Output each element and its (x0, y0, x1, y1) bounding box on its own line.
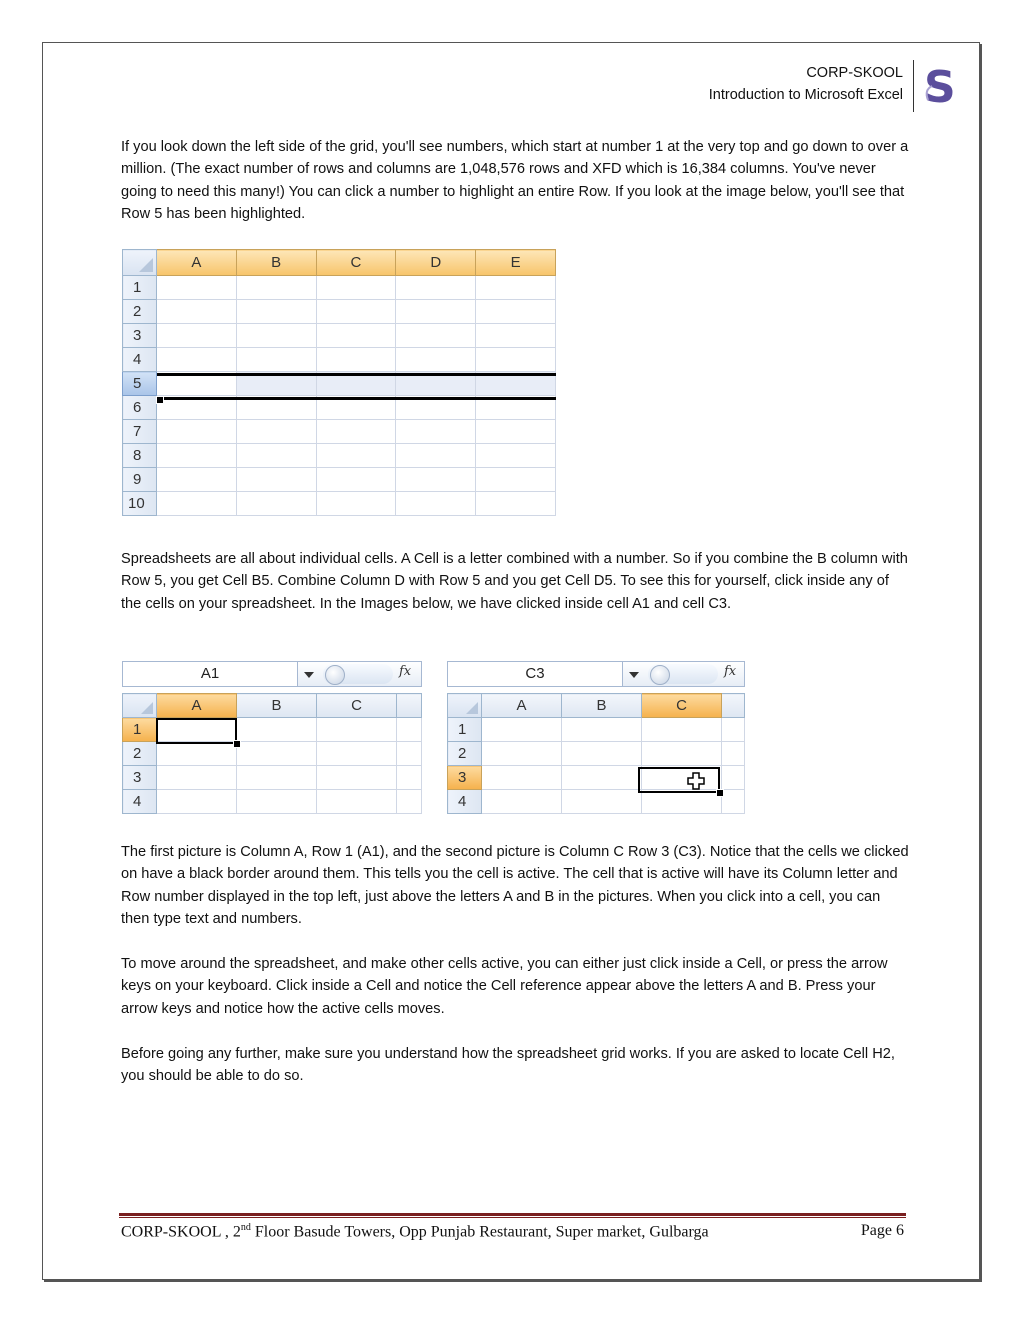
excel-grid-row-highlight (122, 249, 556, 516)
svg-text:S: S (924, 62, 956, 112)
cell[interactable] (236, 324, 316, 348)
header-company: CORP-SKOOL (806, 65, 903, 81)
paragraph-active-cell: The first picture is Column A, Row 1 (A1), and the second picture is Column C Row 3 (C3). Notice that the cells we clicked on have a black border around them. This tells you the cell is active. The cell that is active will have its Column letter and Row number displayed in the top left, just above the letters A and B in the pictures. When you click into a cell, you can then type text and numbers. (121, 844, 909, 928)
cell[interactable] (236, 468, 316, 492)
cell[interactable] (156, 468, 236, 492)
page-header (709, 62, 903, 106)
cell[interactable] (317, 718, 397, 742)
cell[interactable] (722, 766, 745, 790)
footer-address-end: Floor Basude Towers, Opp Punjab Restaurant, Super market, Gulbarga (250, 1223, 709, 1241)
fill-handle[interactable] (156, 396, 164, 404)
row-header-2[interactable]: 2 (123, 300, 157, 324)
column-header-b[interactable]: B (562, 694, 642, 718)
cell[interactable] (396, 492, 476, 516)
cell[interactable] (397, 718, 422, 742)
row-header-3-selected[interactable]: 3 (448, 766, 482, 790)
paragraph-check-understanding: Before going any further, make sure you understand how the spreadsheet grid works. If you are asked to locate Cell H2, you should be able to do so. (121, 1046, 895, 1085)
cell[interactable] (316, 348, 396, 372)
active-cell-border (156, 718, 237, 744)
fx-icon[interactable]: fx (724, 664, 737, 679)
cell[interactable] (316, 300, 396, 324)
cell[interactable] (476, 348, 556, 372)
cell[interactable] (482, 742, 562, 766)
cancel-circle-icon[interactable] (650, 665, 670, 685)
cell[interactable] (476, 420, 556, 444)
cancel-circle-icon[interactable] (325, 665, 345, 685)
cell[interactable] (156, 348, 236, 372)
cell[interactable] (476, 300, 556, 324)
cell[interactable] (316, 468, 396, 492)
select-all-corner[interactable] (123, 250, 157, 276)
cell[interactable] (316, 324, 396, 348)
row-header-4[interactable]: 4 (448, 790, 482, 814)
row-header-8[interactable]: 8 (123, 444, 157, 468)
row-header-7[interactable]: 7 (123, 420, 157, 444)
row-header-1[interactable]: 1 (448, 718, 482, 742)
cell[interactable] (316, 420, 396, 444)
cell[interactable] (156, 300, 236, 324)
cell[interactable] (482, 766, 562, 790)
cell[interactable] (156, 276, 236, 300)
name-box[interactable]: A1 (123, 662, 298, 686)
column-header-b[interactable]: B (237, 694, 317, 718)
cell[interactable] (157, 742, 237, 766)
cell[interactable] (642, 718, 722, 742)
row-header-4[interactable]: 4 (123, 348, 157, 372)
cell[interactable] (316, 492, 396, 516)
name-box[interactable]: C3 (448, 662, 623, 686)
cell[interactable] (396, 348, 476, 372)
row-header-5-selected[interactable]: 5 (123, 372, 157, 396)
cell[interactable] (317, 766, 397, 790)
footer-rule-thick (119, 1213, 906, 1216)
row-header-9[interactable]: 9 (123, 468, 157, 492)
cell[interactable] (236, 420, 316, 444)
cell[interactable] (237, 742, 317, 766)
cell[interactable] (482, 790, 562, 814)
select-all-triangle-icon (466, 702, 478, 714)
cell[interactable] (476, 276, 556, 300)
row-header-1-selected[interactable]: 1 (123, 718, 157, 742)
excel-grid-c3-active (447, 693, 745, 814)
header-divider (913, 60, 914, 112)
row-header-3[interactable]: 3 (123, 324, 157, 348)
cell[interactable] (396, 444, 476, 468)
column-header-a[interactable]: A (156, 250, 236, 276)
footer-rule-thin (119, 1217, 906, 1218)
cell[interactable] (562, 790, 642, 814)
cell[interactable] (397, 790, 422, 814)
name-box-dropdown-icon[interactable] (629, 672, 639, 678)
cell[interactable] (722, 790, 745, 814)
cell[interactable] (156, 420, 236, 444)
cell[interactable] (396, 324, 476, 348)
cell[interactable] (236, 492, 316, 516)
cell[interactable] (722, 718, 745, 742)
cell[interactable] (237, 766, 317, 790)
cell[interactable] (316, 444, 396, 468)
column-header-a-selected[interactable]: A (157, 694, 237, 718)
cell[interactable] (236, 276, 316, 300)
cell[interactable] (482, 718, 562, 742)
column-header-d[interactable]: D (396, 250, 476, 276)
formula-bar-a1 (122, 661, 422, 687)
select-all-triangle-icon (139, 258, 153, 272)
cell[interactable] (562, 766, 642, 790)
cell[interactable] (396, 420, 476, 444)
column-header-partial[interactable] (397, 694, 422, 718)
footer-address-sup: nd (240, 1222, 251, 1233)
page-footer (121, 1222, 904, 1241)
cell[interactable] (156, 492, 236, 516)
column-header-e[interactable]: E (476, 250, 556, 276)
cell[interactable] (562, 718, 642, 742)
cell[interactable] (316, 276, 396, 300)
cell[interactable] (157, 790, 237, 814)
cell[interactable] (396, 276, 476, 300)
fx-icon[interactable]: fx (399, 664, 412, 679)
select-all-corner[interactable] (448, 694, 482, 718)
active-cell-border (638, 767, 720, 793)
fill-handle[interactable] (233, 740, 241, 748)
column-header-a[interactable]: A (482, 694, 562, 718)
cell[interactable] (237, 718, 317, 742)
paragraph-rows-intro: If you look down the left side of the grid, you'll see numbers, which start at number 1 at the very top and go down to over a million. (The exact number of rows and columns are 1,048,576 rows and XFD which is 16,384 columns. You've never going to need this many!) You can click a number to highlight an entire Row. If you look at the image below, you'll see that Row 5 has been highlighted. (121, 139, 909, 223)
cell[interactable] (396, 468, 476, 492)
column-header-partial[interactable] (722, 694, 745, 718)
cell[interactable] (236, 300, 316, 324)
cell[interactable] (476, 492, 556, 516)
cell[interactable] (476, 468, 556, 492)
cell[interactable] (157, 766, 237, 790)
select-all-corner[interactable] (123, 694, 157, 718)
row-header-1[interactable]: 1 (123, 276, 157, 300)
name-box-dropdown-icon[interactable] (304, 672, 314, 678)
formula-bar-c3 (447, 661, 745, 687)
cell[interactable] (642, 742, 722, 766)
select-all-triangle-icon (141, 702, 153, 714)
page-number: Page 6 (860, 1222, 904, 1239)
column-header-b[interactable]: B (236, 250, 316, 276)
row-header-3[interactable]: 3 (123, 766, 157, 790)
cell[interactable] (397, 742, 422, 766)
cell[interactable] (236, 444, 316, 468)
paragraph-navigation: To move around the spreadsheet, and make other cells active, you can either just click inside a Cell, or press the arrow keys on your keyboard. Click inside a Cell and notice the Cell reference appear above the letters A and B. Press your arrow keys and notice how the active cells moves. (121, 956, 888, 1017)
cell[interactable] (317, 742, 397, 766)
cell[interactable] (396, 300, 476, 324)
row-header-2[interactable]: 2 (448, 742, 482, 766)
cell[interactable] (562, 742, 642, 766)
cell[interactable] (722, 742, 745, 766)
column-header-c[interactable]: C (316, 250, 396, 276)
column-header-c[interactable]: C (317, 694, 397, 718)
row-header-10[interactable]: 10 (123, 492, 157, 516)
row-selection-bottom-border (157, 397, 556, 400)
corp-skool-logo (922, 60, 962, 112)
cell[interactable] (156, 324, 236, 348)
footer-address-start: CORP-SKOOL , 2 (121, 1223, 241, 1241)
excel-grid-a1-active (122, 693, 422, 814)
header-subtitle: Introduction to Microsoft Excel (708, 87, 903, 103)
cell[interactable] (237, 790, 317, 814)
row-selection-top-border (157, 373, 556, 376)
cell[interactable] (476, 444, 556, 468)
cell[interactable] (642, 790, 722, 814)
fill-handle[interactable] (716, 789, 724, 797)
row-header-6[interactable]: 6 (123, 396, 157, 420)
row-header-2[interactable]: 2 (123, 742, 157, 766)
column-header-c-selected[interactable]: C (642, 694, 722, 718)
cell[interactable] (317, 790, 397, 814)
cell[interactable] (397, 766, 422, 790)
cell[interactable] (236, 348, 316, 372)
cell[interactable] (476, 324, 556, 348)
row-header-4[interactable]: 4 (123, 790, 157, 814)
paragraph-cells-intro: Spreadsheets are all about individual cells. A Cell is a letter combined with a number. So if you combine the B column with Row 5, you get Cell B5. Combine Column D with Row 5 and you get Cell D5. To see this for yourself, click inside any of the cells on your spreadsheet. In the Images below, we have clicked inside cell A1 and cell C3. (121, 551, 908, 612)
cell[interactable] (156, 444, 236, 468)
cursor-cross-icon (686, 771, 706, 791)
